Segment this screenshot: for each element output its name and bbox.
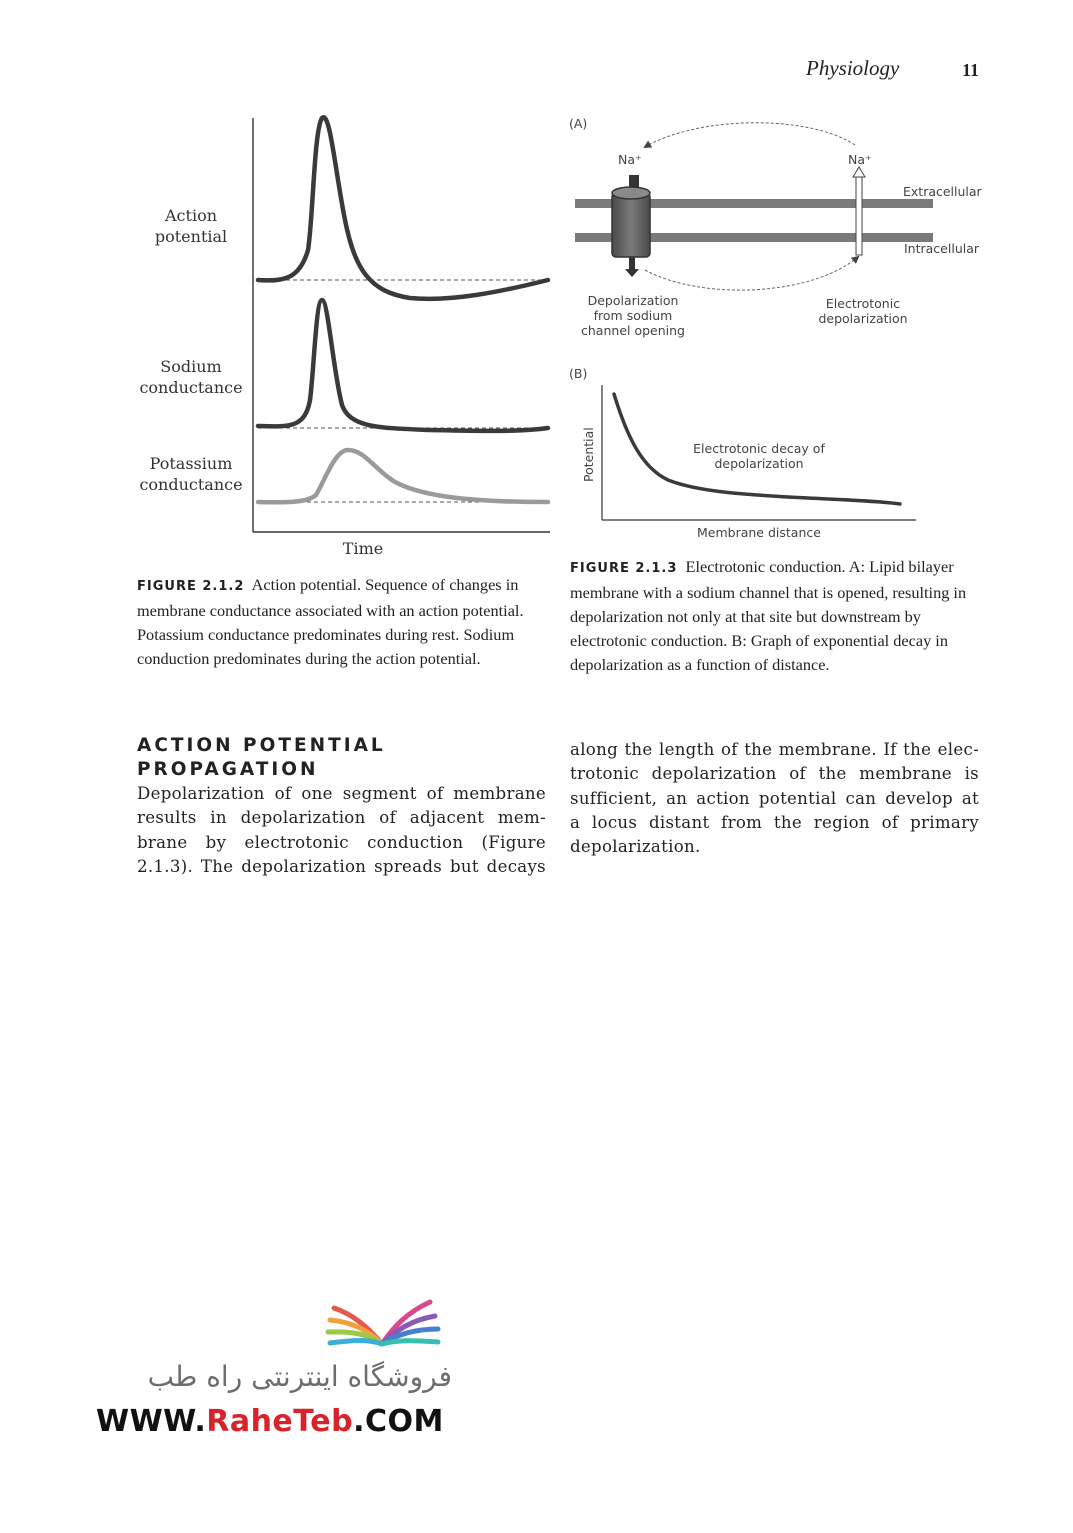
rainbow-book-logo — [322, 1296, 444, 1348]
sodium-conductance-trace — [258, 300, 548, 431]
page-number: 11 — [962, 60, 980, 80]
extracellular-label: Extracellular — [903, 184, 982, 199]
url-brand: RaheTeb — [206, 1404, 354, 1439]
caption-text: Electrotonic conduction. A: Lipid bilayer membrane with a sodium channel that is opened, resulting in depolarization not only at that site but downstream by electrotonic conduction. B: Graph of exponential decay in depolarization as a function of distance. — [570, 557, 967, 674]
sodium-conductance-label — [136, 356, 246, 398]
bottom-spread-arrow — [645, 257, 858, 290]
panel-a-tag: (A) — [569, 116, 588, 131]
heading-line: ACTION POTENTIAL — [137, 735, 386, 756]
running-title: Physiology — [806, 56, 900, 80]
body-line: along the length of the membrane. If the elec- — [570, 740, 979, 759]
figure-2-1-3-caption — [570, 555, 975, 677]
body-column-1 — [137, 782, 546, 879]
body-line: a locus distant from the region of primary — [570, 812, 979, 832]
body-line: results in depolarization of adjacent mem- — [137, 808, 546, 828]
action-potential-label — [140, 205, 242, 247]
figure-2-1-3a-diagram — [570, 115, 940, 295]
label-line: potential — [154, 227, 228, 246]
label-line: Potassium — [149, 454, 233, 473]
caption-label: FIGURE 2.1.2 — [137, 579, 245, 594]
action-potential-trace — [258, 117, 548, 299]
url-prefix: WWW. — [96, 1404, 207, 1439]
figure-2-1-2-graph — [250, 110, 555, 540]
section-heading — [137, 734, 386, 782]
body-line: 2.1.3). The depolarization spreads but decays — [137, 856, 546, 876]
label-line: conductance — [139, 378, 243, 397]
panel-b-tag: (B) — [569, 366, 588, 381]
label-line: depolarization — [714, 456, 804, 471]
potential-axis-label: Potential — [581, 427, 596, 482]
body-line: trotonic depolarization of the membrane is — [570, 764, 979, 784]
label-line: from sodium — [593, 308, 673, 323]
na-right-label: Na⁺ — [848, 152, 872, 167]
top-return-arrow — [645, 123, 855, 147]
body-line: depolarization. — [570, 837, 701, 857]
intracellular-label: Intracellular — [904, 241, 980, 256]
label-line: Sodium — [160, 357, 222, 376]
watermark-persian-text: فروشگاه اینترنتی راه طب — [147, 1360, 452, 1393]
label-line: Electrotonic decay of — [693, 441, 825, 456]
potassium-conductance-label — [136, 453, 246, 495]
label-line: Action — [165, 206, 217, 225]
body-line: Depolarization of one segment of membrane — [137, 784, 546, 803]
url-suffix: .COM — [353, 1404, 444, 1439]
label-line: channel opening — [581, 323, 685, 338]
figure-2-1-2-caption — [137, 573, 537, 671]
potassium-conductance-trace — [258, 450, 548, 502]
time-axis-label: Time — [342, 539, 384, 558]
label-line: conductance — [139, 475, 243, 494]
decay-annotation — [690, 441, 828, 471]
electrotonic-label — [808, 296, 918, 326]
caption-label: FIGURE 2.1.3 — [570, 561, 678, 576]
membrane-distance-label: Membrane distance — [697, 525, 821, 540]
label-line: depolarization — [818, 311, 908, 326]
depolarization-label — [574, 293, 692, 338]
body-line: sufficient, an action potential can develop at — [570, 788, 979, 808]
watermark-url — [96, 1404, 444, 1439]
na-left-label: Na⁺ — [618, 152, 642, 167]
heading-line: PROPAGATION — [137, 759, 319, 780]
label-line: Depolarization — [587, 293, 679, 308]
body-column-2 — [570, 738, 979, 859]
sodium-channel-icon — [612, 175, 650, 277]
body-line: brane by electrotonic conduction (Figure — [137, 832, 546, 852]
label-line: Electrotonic — [825, 296, 901, 311]
caption-text: Action potential. Sequence of changes in membrane conductance associated with an action potential. Potassium conductance predominates during rest. Sodium conduction predominates during the action potential. — [137, 575, 524, 668]
